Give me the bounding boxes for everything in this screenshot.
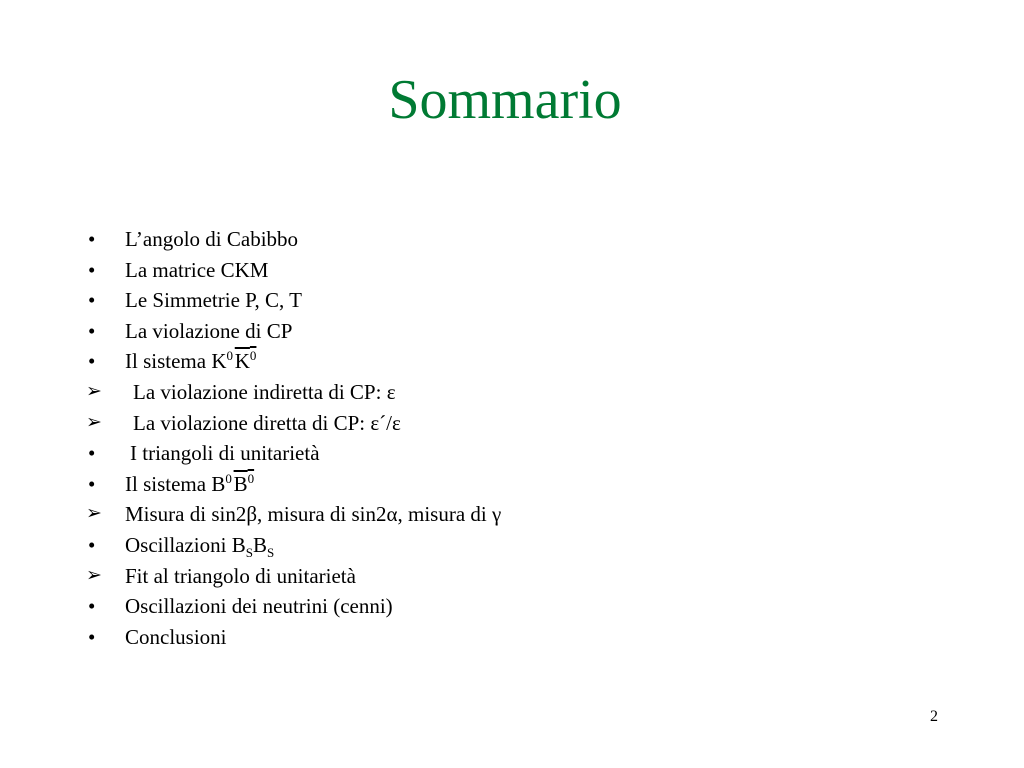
superscript: 0 (247, 470, 255, 486)
list-item-text: I triangoli di unitarietà (130, 441, 320, 466)
list-item-text (125, 530, 274, 564)
bullet-arrow-icon: ➢ (86, 564, 102, 586)
bullet-dot-icon: • (88, 349, 96, 374)
bullet-dot-icon: • (88, 624, 96, 649)
b-meson-system-label: Il sistema B (125, 471, 226, 496)
list-item-text: La violazione di CP (125, 318, 293, 343)
list-item-text: Fit al triangolo di unitarietà (125, 563, 356, 588)
bullet-arrow-icon: ➢ (86, 411, 102, 433)
list-item-text (125, 346, 256, 380)
list-item-text: Misura di sin2β, misura di sin2α, misura di γ (125, 502, 502, 527)
slide-title: Sommario (388, 69, 622, 131)
bullet-dot-icon: • (88, 257, 96, 282)
anti-b-letter: B (233, 471, 248, 496)
list-item-text: La violazione indiretta di CP: ε (133, 379, 396, 404)
bullet-dot-icon: • (88, 318, 96, 343)
subscript: S (245, 544, 253, 560)
list-item-text (125, 469, 254, 503)
kaon-system-label: Il sistema K (125, 349, 227, 374)
anti-kaon-symbol (235, 349, 257, 373)
bullet-dot-icon: • (88, 532, 96, 557)
list-item-text: L’angolo di Cabibbo (125, 227, 299, 251)
superscript: 0 (225, 470, 232, 486)
bullet-dot-icon: • (88, 227, 96, 251)
subscript: S (266, 544, 275, 560)
anti-b-meson-symbol (234, 472, 255, 496)
list-item-text: La violazione diretta di CP: ε´/ε (133, 410, 401, 435)
bullet-dot-icon: • (88, 288, 96, 313)
bs-letter: B (252, 532, 267, 557)
anti-kaon-letter: K (234, 349, 250, 374)
superscript: 0 (226, 348, 233, 364)
superscript: 0 (249, 348, 257, 364)
bullet-dot-icon: • (88, 594, 96, 619)
list-item-text: Le Simmetrie P, C, T (125, 288, 302, 313)
bullet-arrow-icon: ➢ (86, 503, 102, 525)
bullet-arrow-icon: ➢ (86, 380, 102, 402)
bullet-dot-icon: • (88, 441, 96, 466)
list-item-text: Conclusioni (125, 624, 227, 649)
list-item-text: La matrice CKM (125, 257, 269, 282)
page-number: 2 (930, 708, 938, 725)
bs-oscillation-label: Oscillazioni B (125, 532, 246, 557)
list-item-text: Oscillazioni dei neutrini (cenni) (125, 594, 393, 619)
bullet-dot-icon: • (88, 471, 96, 496)
